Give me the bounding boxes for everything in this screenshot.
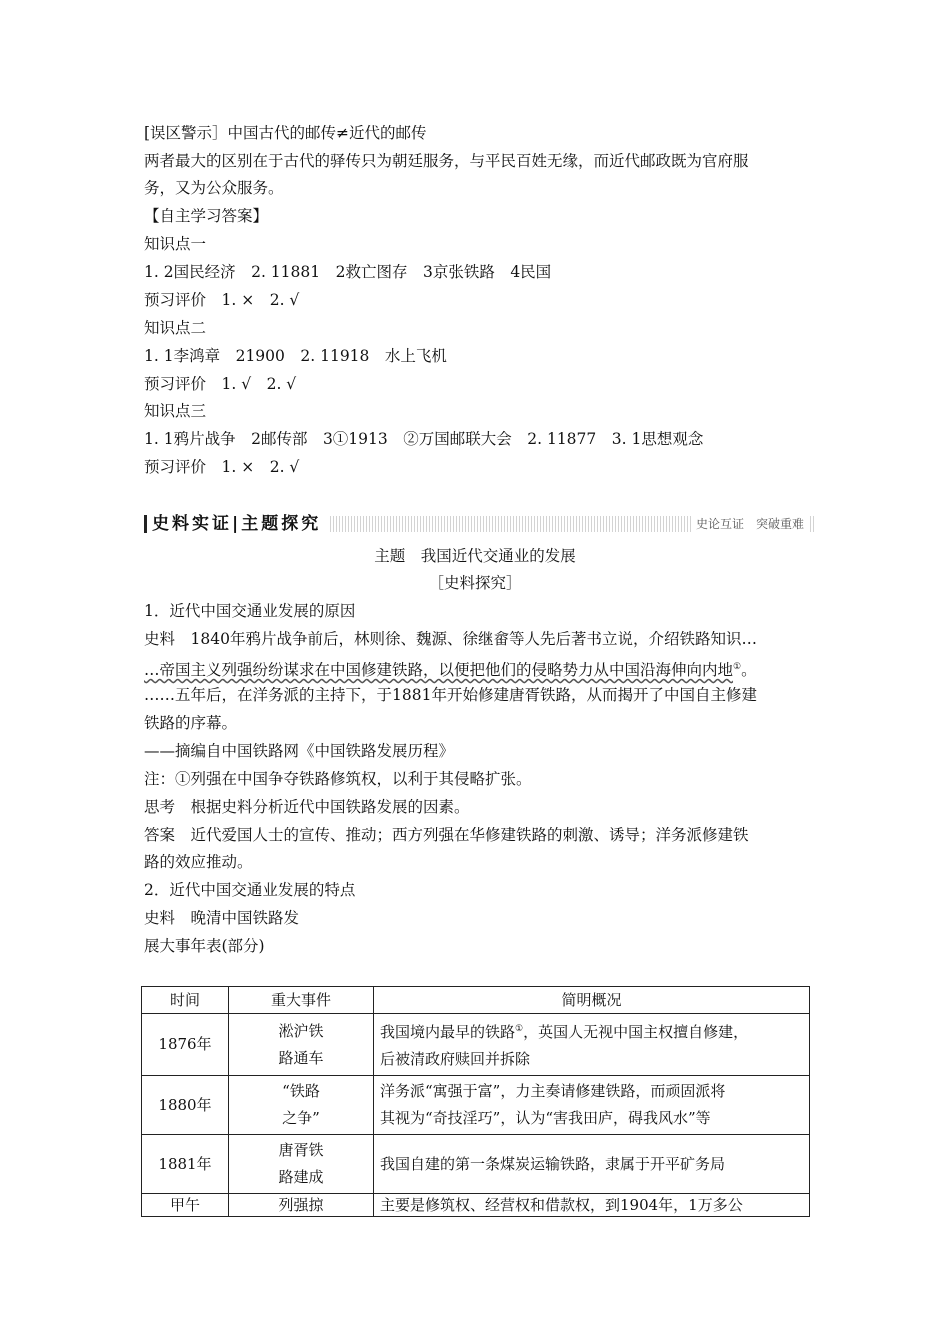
section-2-para-1: 史料 晚清中国铁路发 <box>144 909 300 927</box>
knowledge-2-review: 预习评价 1. √ 2. √ <box>144 375 297 393</box>
section-1-para-2-text: …帝国主义列强纷纷谋求在中国修建铁路，以便把他们的侵略势力从中国沿海伸向内地 <box>144 661 734 680</box>
knowledge-2-title: 知识点二 <box>144 319 207 337</box>
section-1-think: 思考 根据史料分析近代中国铁路发展的因素。 <box>144 798 470 816</box>
cell-desc-text-end: ，英国人无视中国主权擅自修建， <box>523 1023 749 1041</box>
cell-event-line-2: 路建成 <box>278 1168 324 1186</box>
table-row <box>142 1135 810 1194</box>
knowledge-1-title: 知识点一 <box>144 235 207 253</box>
footnote-mark: ① <box>733 662 742 672</box>
knowledge-2-answers: 1. 1李鸿章 21900 2. 11918 水上飞机 <box>144 347 447 365</box>
topic-subtitle: ［史料探究］ <box>428 574 522 592</box>
knowledge-3-title: 知识点三 <box>144 402 207 420</box>
header-time: 时间 <box>142 987 229 1014</box>
footnote-mark: ① <box>515 1024 524 1034</box>
section-1-answer-2: 路的效应推动。 <box>144 853 253 871</box>
section-1-para-4: 铁路的序幕。 <box>144 714 238 732</box>
warning-title: [误区警示］中国古代的邮传≠近代的邮传 <box>144 124 427 142</box>
table-row <box>142 1076 810 1135</box>
cell-event <box>229 1135 374 1194</box>
cell-desc-line-2: 其视为“奇技淫巧”，认为“害我田庐，碍我风水”等 <box>380 1109 711 1127</box>
cell-time: 甲午 <box>142 1194 229 1217</box>
banner-bar <box>144 515 147 533</box>
banner-subtitle: 史论互证 突破重难 <box>692 515 808 533</box>
section-1-heading: 1．近代中国交通业发展的原因 <box>144 602 356 620</box>
table-row <box>142 1194 810 1217</box>
section-2-para-2: 展大事年表(部分) <box>144 937 265 955</box>
section-banner <box>144 513 816 535</box>
warning-line-1: 两者最大的区别在于古代的驿传只为朝廷服务，与平民百姓无缘，而近代邮政既为官府服 <box>144 152 749 170</box>
warning-line-2: 务，又为公众服务。 <box>144 179 284 197</box>
knowledge-3-answers: 1. 1鸦片战争 2邮传部 3①1913 ②万国邮联大会 2. 11877 3. 1思想观念 <box>144 430 704 448</box>
events-table <box>141 986 810 1217</box>
section-1-answer-1: 答案 近代爱国人士的宣传、推动；西方列强在华修建铁路的刺激、诱导；洋务派修建铁 <box>144 826 749 844</box>
cell-desc <box>374 1135 810 1194</box>
cell-event-line-1: 淞沪铁 <box>278 1021 324 1040</box>
cell-event: 列强掠 <box>229 1194 374 1217</box>
cell-event-line-2: 路通车 <box>278 1048 324 1067</box>
section-1-para-3: ……五年后，在洋务派的主持下，于1881年开始修建唐胥铁路，从而揭开了中国自主修建 <box>144 686 757 704</box>
cell-event-line-2: 之争” <box>282 1109 320 1127</box>
table-header-row <box>142 987 810 1014</box>
cell-desc <box>374 1076 810 1135</box>
cell-event <box>229 1076 374 1135</box>
header-desc: 简明概况 <box>374 987 810 1014</box>
cell-desc: 主要是修筑权、经营权和借款权，到1904年，1万多公 <box>374 1194 810 1217</box>
header-event: 重大事件 <box>229 987 374 1014</box>
cell-event <box>229 1014 374 1076</box>
section-1-para-1: 史料 1840年鸦片战争前后，林则徐、魏源、徐继畲等人先后著书立说，介绍铁路知识… <box>144 630 757 648</box>
topic-title: 主题 我国近代交通业的发展 <box>374 547 576 565</box>
cell-time: 1881年 <box>142 1135 229 1194</box>
cell-desc-line-2: 后被清政府赎回并拆除 <box>380 1050 531 1068</box>
cell-desc-line-1: 洋务派“寓强于富”，力主奏请修建铁路，而顽固派将 <box>380 1082 726 1100</box>
section-1-para-2-end: 。 <box>741 661 757 680</box>
banner-title: 史料实证|主题探究 <box>152 514 322 534</box>
section-1-para-2 <box>144 657 757 680</box>
knowledge-3-review: 预习评价 1. × 2. √ <box>144 458 300 476</box>
answers-heading: 【自主学习答案】 <box>144 207 269 225</box>
cell-desc-line-1: 我国自建的第一条煤炭运输铁路，隶属于开平矿务局 <box>380 1154 726 1173</box>
cell-time: 1880年 <box>142 1076 229 1135</box>
section-1-note: 注：①列强在中国争夺铁路修筑权，以利于其侵略扩张。 <box>144 770 532 788</box>
table-row <box>142 1014 810 1076</box>
cell-desc-line-1 <box>380 1016 803 1046</box>
cell-desc-text: 我国境内最早的铁路 <box>380 1023 516 1041</box>
section-1-source: ——摘编自中国铁路网《中国铁路发展历程》 <box>144 742 455 760</box>
cell-desc <box>374 1014 810 1076</box>
cell-event-line-1: “铁路 <box>282 1082 320 1100</box>
knowledge-1-review: 预习评价 1. × 2. √ <box>144 291 300 309</box>
section-2-heading: 2．近代中国交通业发展的特点 <box>144 881 356 899</box>
knowledge-1-answers: 1. 2国民经济 2. 11881 2救亡图存 3京张铁路 4民国 <box>144 263 552 281</box>
cell-event-line-1: 唐胥铁 <box>278 1141 324 1159</box>
cell-time: 1876年 <box>142 1014 229 1076</box>
